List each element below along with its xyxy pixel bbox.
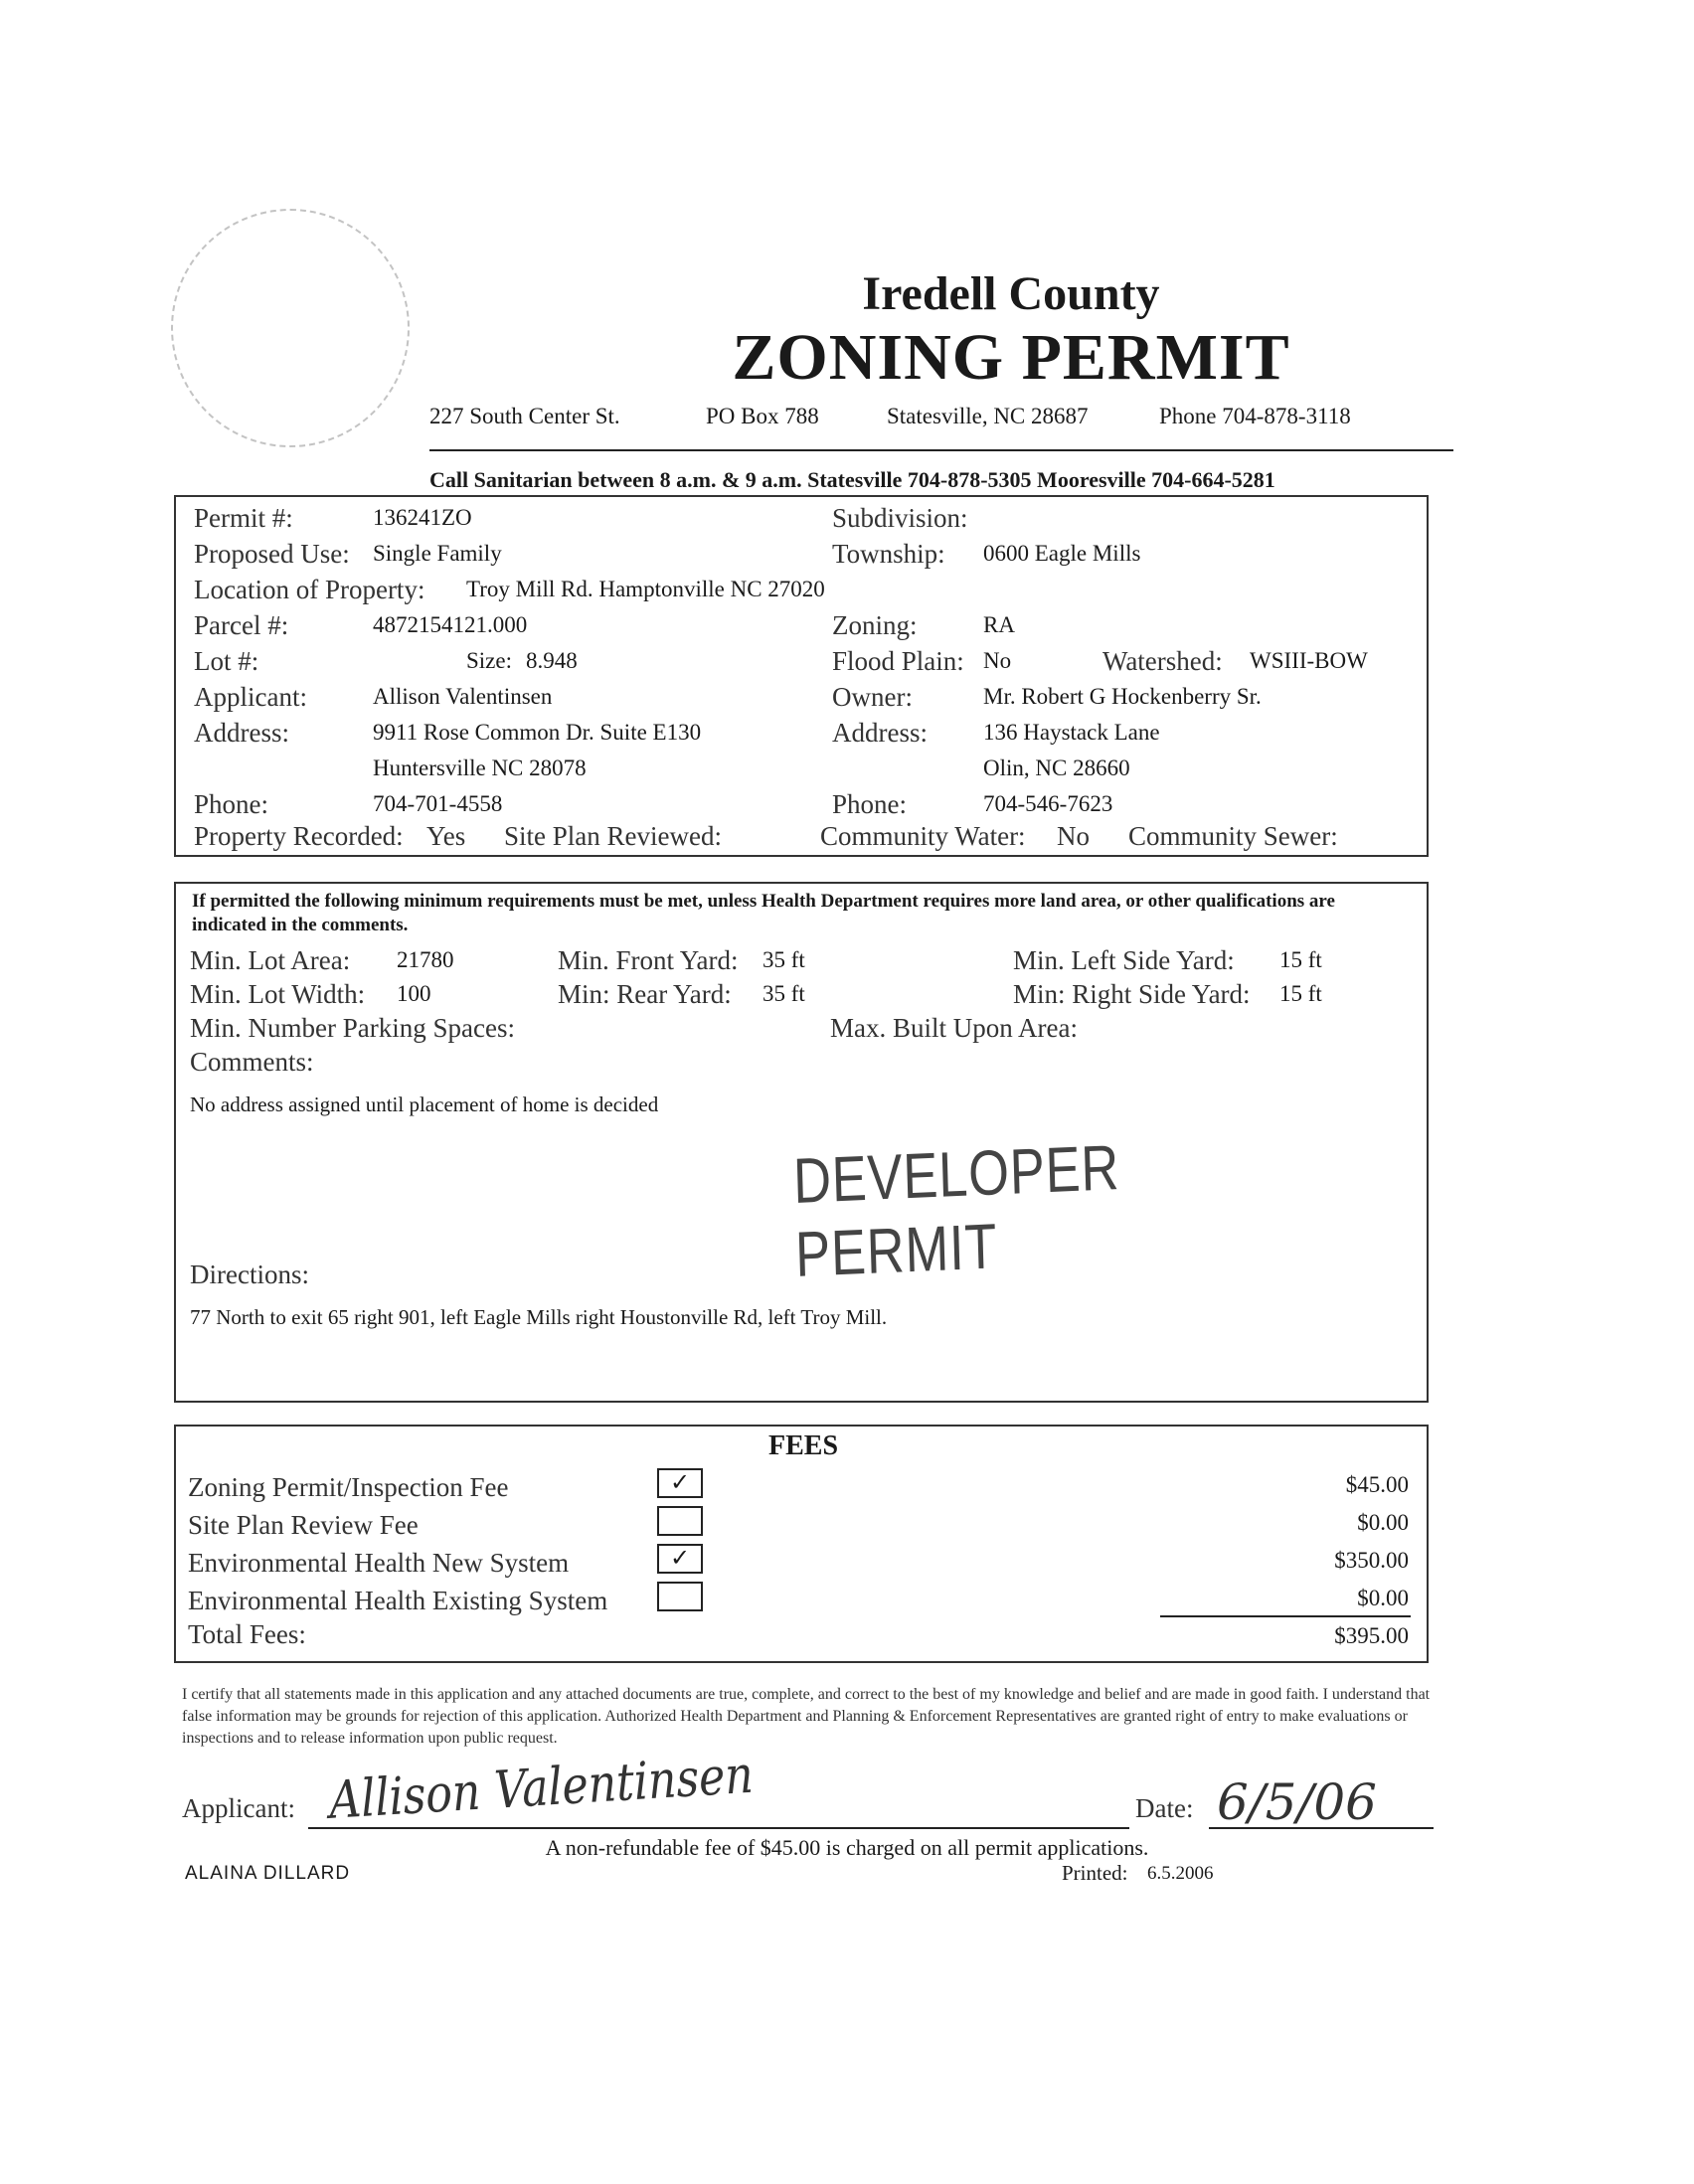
applicant-address-label: Address:	[194, 718, 289, 748]
fee-checkbox[interactable]	[657, 1582, 703, 1611]
left-side-yard: 15 ft	[1279, 947, 1322, 972]
directions-label: Directions:	[190, 1260, 309, 1289]
fees-box	[174, 1425, 1429, 1663]
certification-text: I certify that all statements made in this application and any attached documents are true, complete, and correct to the best of my knowledge and belief and are made in good faith. I understand that false information may be grounds for rejection of this application. Authorized Health Department and Planning & Enforcement Representatives are granted right of entry to make evaluations or inspections and to release information upon public request.	[182, 1686, 1431, 1747]
office-phone: Phone 704-878-3118	[1159, 404, 1351, 428]
left-side-label: Min. Left Side Yard:	[1013, 945, 1235, 975]
watershed-label: Watershed:	[1102, 646, 1223, 676]
directions: 77 North to exit 65 right 901, left Eagle Mills right Houstonville Rd, left Troy Mill.	[190, 1305, 888, 1329]
sanitarian-notice: Call Sanitarian between 8 a.m. & 9 a.m. Statesville 704-878-5305 Mooresville 704-664-5281	[429, 467, 1275, 492]
applicant-label: Applicant:	[194, 682, 307, 712]
parcel-label: Parcel #:	[194, 610, 289, 640]
zoning-label: Zoning:	[832, 610, 918, 640]
fee-amount: $350.00	[1334, 1548, 1409, 1573]
city-address: Statesville, NC 28687	[887, 404, 1089, 428]
applicant-sign-label: Applicant:	[182, 1793, 295, 1823]
fee-checkbox[interactable]: ✓	[657, 1468, 703, 1498]
township: 0600 Eagle Mills	[983, 541, 1141, 566]
fee-label: Zoning Permit/Inspection Fee	[188, 1472, 509, 1502]
street-address: 227 South Center St.	[429, 404, 620, 428]
lot-area-label: Min. Lot Area:	[190, 945, 351, 975]
owner-address-2: Olin, NC 28660	[983, 756, 1130, 780]
fee-label: Environmental Health New System	[188, 1548, 570, 1578]
lot-area: 21780	[397, 947, 454, 972]
fee-label: Environmental Health Existing System	[188, 1586, 608, 1615]
use-label: Proposed Use:	[194, 539, 350, 569]
nonrefundable-notice: A non-refundable fee of $45.00 is charged on all permit applications.	[545, 1835, 1149, 1860]
po-box: PO Box 788	[706, 404, 819, 428]
owner-name: Mr. Robert G Hockenberry Sr.	[983, 684, 1262, 709]
county-name: Iredell County	[862, 267, 1160, 320]
header-divider	[429, 449, 1453, 451]
permit-number: 136241ZO	[373, 505, 472, 530]
sewer-label: Community Sewer:	[1128, 821, 1338, 851]
lot-width: 100	[397, 981, 431, 1006]
rear-yard: 35 ft	[762, 981, 805, 1006]
watershed: WSIII-BOW	[1250, 648, 1368, 673]
front-yard-label: Min. Front Yard:	[558, 945, 739, 975]
built-area-label: Max. Built Upon Area:	[830, 1013, 1078, 1043]
right-side-label: Min: Right Side Yard:	[1013, 979, 1251, 1009]
clerk-name: ALAINA DILLARD	[185, 1863, 351, 1884]
signature-line	[308, 1827, 1129, 1829]
lot-width-label: Min. Lot Width:	[190, 979, 366, 1009]
comments-label: Comments:	[190, 1047, 314, 1077]
date-line	[1209, 1827, 1434, 1829]
requirements-box	[174, 882, 1429, 1403]
location-label: Location of Property:	[194, 575, 425, 604]
page-title: ZONING PERMIT	[732, 321, 1290, 394]
owner-address-1: 136 Haystack Lane	[983, 720, 1160, 745]
owner-address-label: Address:	[832, 718, 928, 748]
zoning: RA	[983, 612, 1015, 637]
fee-amount: $0.00	[1357, 1510, 1409, 1535]
recorded-label: Property Recorded:	[194, 821, 404, 851]
total-fees: $395.00	[1334, 1623, 1409, 1648]
lot-size: 8.948	[526, 648, 578, 673]
total-divider	[1160, 1615, 1411, 1617]
applicant-phone: 704-701-4558	[373, 791, 503, 816]
flood-plain: No	[983, 648, 1012, 673]
fee-checkbox[interactable]	[657, 1506, 703, 1536]
applicant-phone-label: Phone:	[194, 789, 269, 819]
requirements-intro: If permitted the following minimum requirements must be met, unless Health Department requires more land area, or other qualifications are indicated in the comments.	[192, 891, 1335, 935]
subdivision-label: Subdivision:	[832, 503, 968, 533]
permit-label: Permit #:	[194, 503, 293, 533]
developer-permit-stamp: DEVELOPER PERMIT	[792, 1131, 1121, 1290]
total-label: Total Fees:	[188, 1619, 306, 1649]
right-side-yard: 15 ft	[1279, 981, 1322, 1006]
front-yard: 35 ft	[762, 947, 805, 972]
proposed-use: Single Family	[373, 541, 502, 566]
parking-label: Min. Number Parking Spaces:	[190, 1013, 515, 1043]
date-label: Date:	[1135, 1793, 1194, 1823]
parcel-number: 4872154121.000	[373, 612, 528, 637]
recorded: Yes	[426, 821, 466, 851]
owner-phone-label: Phone:	[832, 789, 908, 819]
size-label: Size:	[466, 648, 512, 673]
comments: No address assigned until placement of home is decided	[190, 1092, 659, 1116]
fee-label: Site Plan Review Fee	[188, 1510, 419, 1540]
owner-phone: 704-546-7623	[983, 791, 1113, 816]
owner-label: Owner:	[832, 682, 913, 712]
fees-title: FEES	[767, 1430, 839, 1461]
printed-label: Printed:	[1062, 1861, 1128, 1885]
fee-amount: $0.00	[1357, 1586, 1409, 1610]
flood-label: Flood Plain:	[832, 646, 964, 676]
fee-checkbox[interactable]: ✓	[657, 1544, 703, 1574]
printed-date: 6.5.2006	[1147, 1863, 1214, 1884]
applicant-name: Allison Valentinsen	[373, 684, 553, 709]
rear-yard-label: Min: Rear Yard:	[558, 979, 732, 1009]
permit-info-box	[174, 495, 1429, 857]
signature-date: 6/5/06	[1217, 1773, 1377, 1831]
township-label: Township:	[832, 539, 945, 569]
water-label: Community Water:	[820, 821, 1026, 851]
location: Troy Mill Rd. Hamptonville NC 27020	[466, 577, 825, 601]
applicant-address-1: 9911 Rose Common Dr. Suite E130	[373, 720, 702, 745]
community-water: No	[1057, 821, 1090, 851]
applicant-address-2: Huntersville NC 28078	[373, 756, 587, 780]
applicant-signature: Allison Valentinsen	[328, 1745, 755, 1831]
lot-label: Lot #:	[194, 646, 259, 676]
fee-amount: $45.00	[1345, 1472, 1409, 1497]
siteplan-label: Site Plan Reviewed:	[504, 821, 722, 851]
